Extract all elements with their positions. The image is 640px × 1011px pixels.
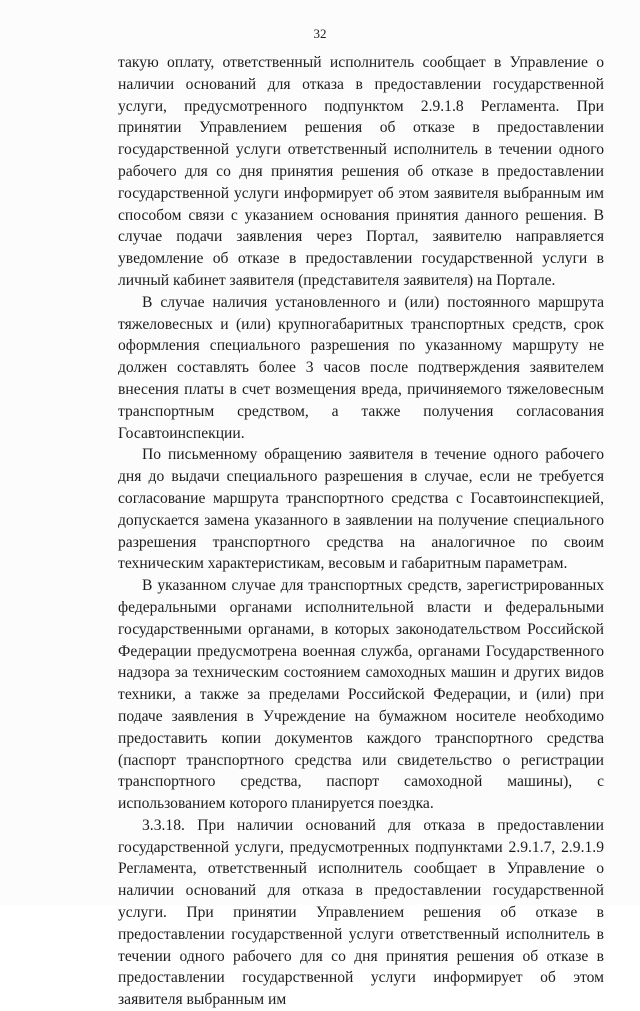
paragraph-documents: В указанном случае для транспортных средств, зарегистрированных федеральными органами исполнительной власти и федеральными государственными органами, в которых законодательством Российской Федерации предусмотрена военная служба, органами Государственного надзора за техническим состоянием самоходных машин и других видов техники, а также за пределами Российской Федерации, и (или) при подаче заявления в Учреждение на бумажном носителе необходимо предоставить копии документов каждого транспортного средства (паспорт транспортного средства или свидетельство о регистрации транспортного средства, паспорт самоходной машины), с использованием которого планируется поездка. xyxy=(118,577,604,813)
paragraph-3-3-18: 3.3.18. При наличии оснований для отказа в предоставлении государственной услуги, предусмотренных подпунктами 2.9.1.7, 2.9.1.9 Регламента, ответственный исполнитель сообщает в Управление о наличии оснований для отказа в предоставлении государственной услуги. При принятии Управлением решения об отказе в предоставлении государственной услуги ответственный исполнитель в течении одного рабочего для со дня принятия решения об отказе в предоставлении государственной услуги информирует об этом заявителя выбранным им xyxy=(118,816,604,1009)
document-body xyxy=(118,52,604,1011)
paragraph-continued: такую оплату, ответственный исполнитель сообщает в Управление о наличии оснований для отказа в предоставлении государственной услуги, предусмотренного подпунктом 2.9.1.8 Регламента. При принятии Управлением решения об отказе в предоставлении государственной услуги ответственный исполнитель в течении одного рабочего для со дня принятия решения об отказе в предоставлении государственной услуги информирует об этом заявителя выбранным им способом связи с указанием основания принятия данного решения. В случае подачи заявления через Портал, заявителю направляется уведомление об отказе в предоставлении государственной услуги в личный кабинет заявителя (представителя заявителя) на Портале. xyxy=(118,54,604,289)
paragraph-vehicle-replacement: По письменному обращению заявителя в течение одного рабочего дня до выдачи специального разрешения в случае, если не требуется согласование маршрута транспортного средства с Госавтоинспекцией, допускается замена указанного в заявлении на получение специального разрешения транспортного средства на аналогичное по своим техническим характеристикам, весовым и габаритным параметрам. xyxy=(118,446,604,573)
paragraph-route-term: В случае наличия установленного и (или) постоянного маршрута тяжеловесных и (или) крупногабаритных транспортных средств, срок оформления специального разрешения по указанному маршруту не должен составлять более 3 часов после подтверждения заявителем внесения платы в счет возмещения вреда, причиняемого тяжеловесным транспортным средством, а также получения согласования Госавтоинспекции. xyxy=(118,293,604,442)
page-number: 32 xyxy=(313,26,327,41)
